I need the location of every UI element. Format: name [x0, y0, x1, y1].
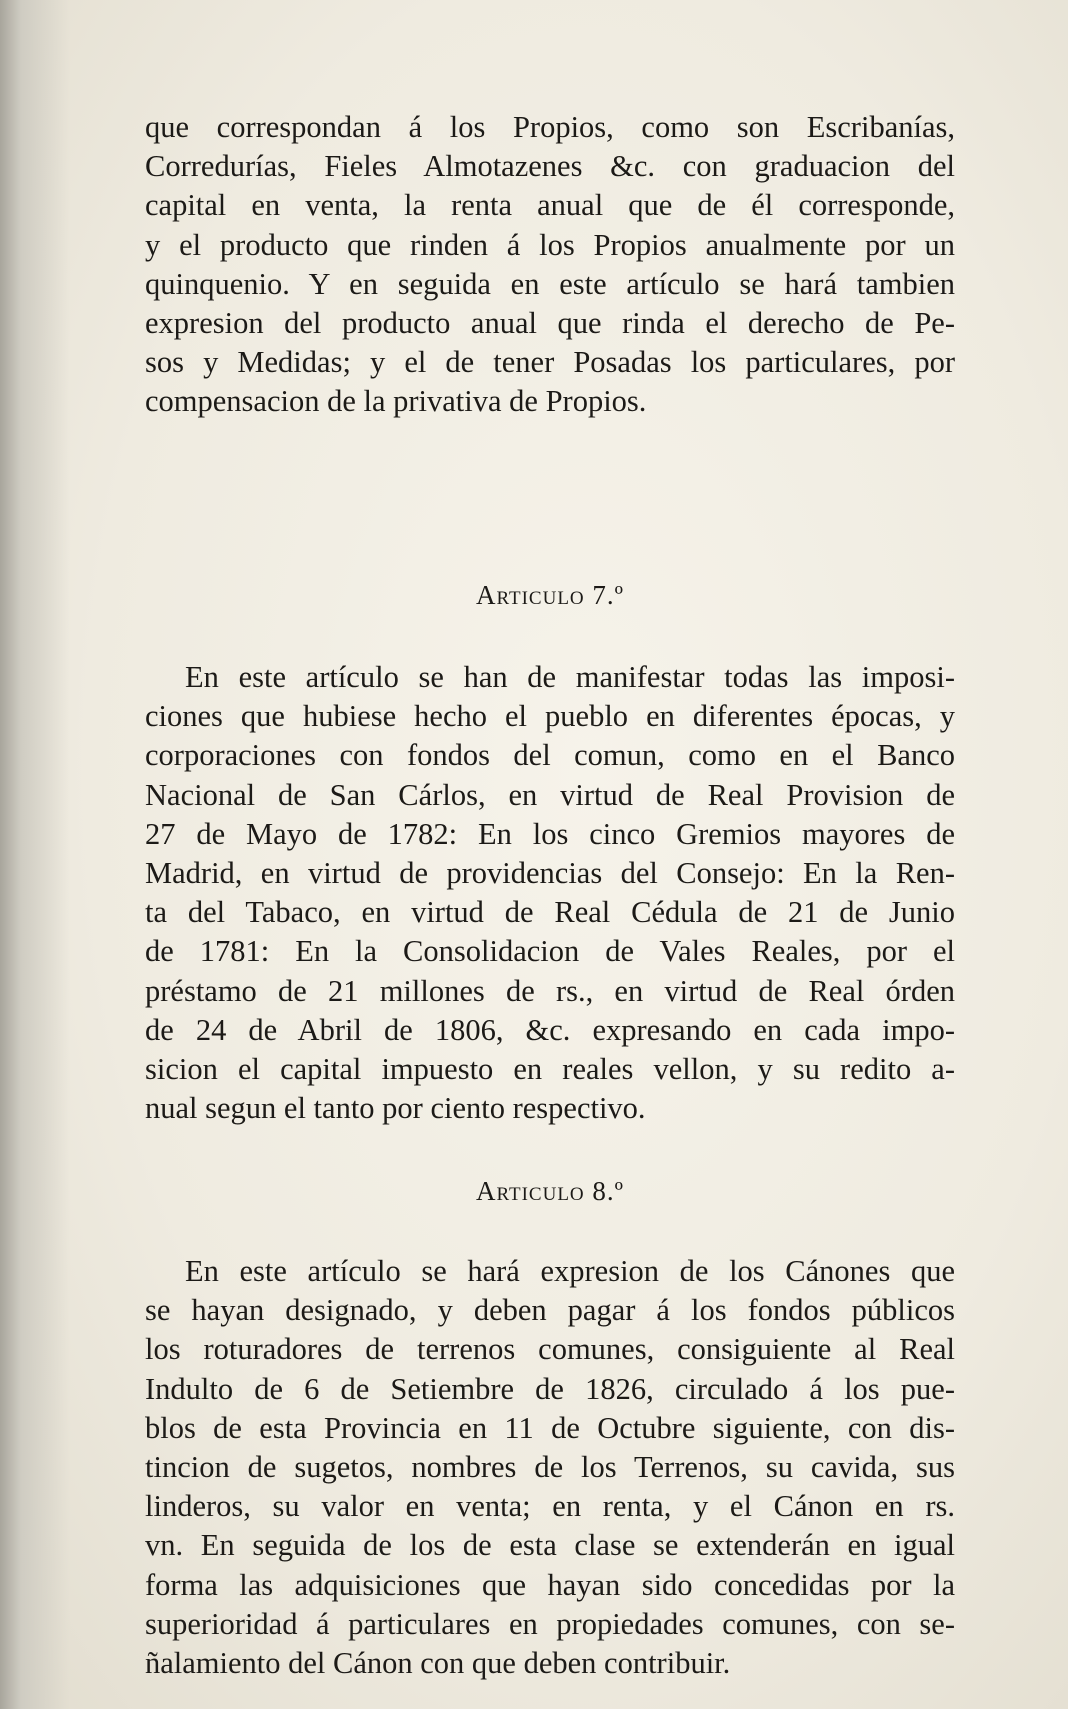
text-line: En este artículo se hará expresion de los Cánones que [185, 1254, 955, 1288]
paragraph-1 [145, 108, 955, 422]
text-line: préstamo de 21 millones de rs., en virtud de Real órden [145, 973, 955, 1008]
text-line: forma las adquisiciones que hayan sido concedidas por la [145, 1567, 955, 1602]
paragraph-3 [145, 1252, 955, 1683]
text-line: blos de esta Provincia en 11 de Octubre siguiente, con dis- [145, 1410, 955, 1445]
paragraph-2 [145, 658, 955, 1128]
text-line: vn. En seguida de los de esta clase se extenderán en igual [145, 1528, 955, 1563]
text-line: corporaciones con fondos del comun, como en el Banco [145, 738, 955, 773]
text-line: Nacional de San Cárlos, en virtud de Real Provision de [145, 777, 955, 812]
text-line: Indulto de 6 de Setiembre de 1826, circulado á los pue- [145, 1371, 955, 1406]
text-line: tincion de sugetos, nombres de los Terrenos, su cavida, sus [145, 1449, 955, 1484]
text-line: sicion el capital impuesto en reales vellon, y su redito a- [145, 1051, 955, 1086]
text-line: nual segun el tanto por ciento respectivo. [145, 1091, 646, 1126]
text-line: quinquenio. Y en seguida en este artículo se hará tambien [145, 266, 955, 301]
text-line: ta del Tabaco, en virtud de Real Cédula de 21 de Junio [145, 895, 955, 930]
text-line: Madrid, en virtud de providencias del Consejo: En la Ren- [145, 855, 955, 890]
article-7-heading-block [145, 576, 955, 615]
text-line: capital en venta, la renta anual que de él corresponde, [145, 188, 955, 223]
text-line: En este artículo se han de manifestar todas las imposi- [185, 660, 955, 694]
text-line: y el producto que rinden á los Propios anualmente por un [145, 227, 955, 262]
text-line: superioridad á particulares en propiedades comunes, con se- [145, 1606, 955, 1641]
article-7-heading: Articulo 7.º [475, 580, 625, 610]
text-line: de 1781: En la Consolidacion de Vales Reales, por el [145, 934, 955, 969]
text-line: 27 de Mayo de 1782: En los cinco Gremios mayores de [145, 816, 955, 851]
page-binding-edge [0, 0, 70, 1709]
text-line: que correspondan á los Propios, como son Escribanías, [145, 110, 955, 144]
text-line: ñalamiento del Cánon con que deben contribuir. [145, 1645, 731, 1680]
text-line: expresion del producto anual que rinda el derecho de Pe- [145, 305, 955, 340]
article-8-heading-block [145, 1172, 955, 1211]
text-line: los roturadores de terrenos comunes, consiguiente al Real [145, 1332, 955, 1367]
text-line: de 24 de Abril de 1806, &c. expresando en cada impo- [145, 1012, 955, 1047]
text-line: linderos, su valor en venta; en renta, y el Cánon en rs. [145, 1489, 955, 1524]
text-line: se hayan designado, y deben pagar á los fondos públicos [145, 1293, 955, 1328]
text-line: Corredurías, Fieles Almotazenes &c. con graduacion del [145, 149, 955, 184]
text-line: compensacion de la privativa de Propios. [145, 384, 647, 419]
text-line: ciones que hubiese hecho el pueblo en diferentes épocas, y [145, 699, 955, 734]
text-line: sos y Medidas; y el de tener Posadas los particulares, por [145, 345, 955, 380]
article-8-heading: Articulo 8.º [475, 1176, 625, 1206]
